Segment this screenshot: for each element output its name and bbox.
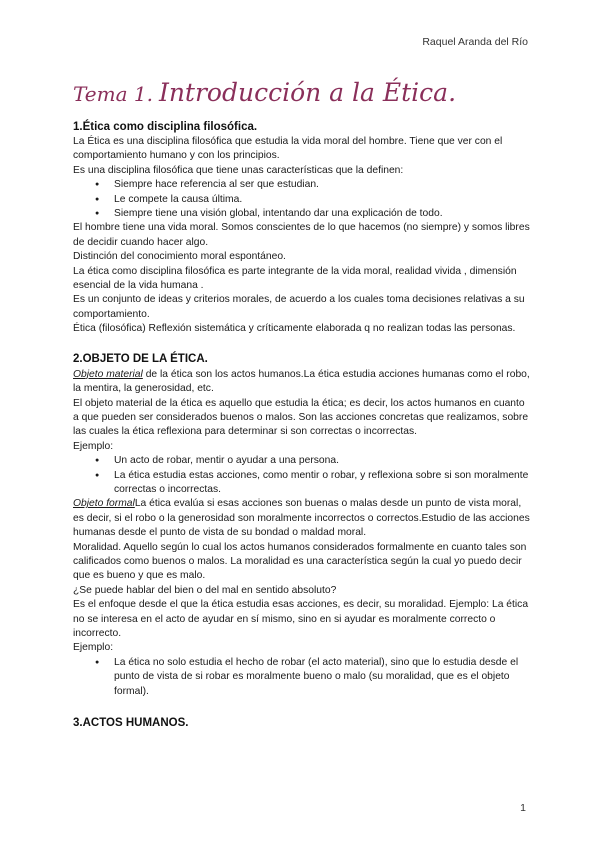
section1-p5: La ética como disciplina filosófica es parte integrante de la vida moral, realidad vivida , dimensión esencial de la vida humana . <box>73 265 517 292</box>
section1-p2: Es una disciplina filosófica que tiene unas características que la definen: <box>73 164 404 176</box>
section2-p2: El objeto material de la ética es aquello que estudia la ética; es decir, los actos humanos en cuanto a que pueden ser considerados buenos o malos. Son las acciones concretas que realizamos, sobre las cuales la ética reflexiona para determinar si son correctas o incorrectas. <box>73 397 529 438</box>
list-item: ● La ética no solo estudia el hecho de robar (el acto material), sino que lo estudia desde el punto de vista de si robar es moralmente bueno o malo (su moralidad, que es el objeto formal). <box>114 656 531 699</box>
material-object-label: Objeto material <box>73 368 143 380</box>
list-item: ● La ética estudia estas acciones, como mentir o robar, y reflexiona sobre si son moralmente correctas o incorrectas. <box>114 469 531 498</box>
list-item: ● Siempre hace referencia al ser que estudian. <box>114 178 531 192</box>
section2-p5: ¿Se puede hablar del bien o del mal en sentido absoluto? <box>73 584 337 596</box>
section1-p7: Ética (filosófica) Reflexión sistemática y críticamente elaborada q no realizan todas las personas. <box>73 323 516 335</box>
list-item: ● Siempre tiene una visión global, intentando dar una explicación de todo. <box>114 207 531 221</box>
formal-object-label: Objeto formal <box>73 498 135 510</box>
section1-p1: La Ética es una disciplina filosófica que estudia la vida moral del hombre. Tiene que ver con el comportamiento humano y con los principios. <box>73 136 503 162</box>
section1-bullet-list <box>73 178 531 221</box>
section1-heading: 1.Ética como disciplina filosófica. <box>73 121 258 133</box>
document-body <box>73 76 531 731</box>
section1-p6: Es un conjunto de ideas y criterios morales, de acuerdo a los cuales toma decisiones relativas a su comportamiento. <box>73 294 525 320</box>
title-part2: Introducción a la Ética. <box>158 78 457 107</box>
page-number: 1 <box>520 802 526 814</box>
section1-p3: El hombre tiene una vida moral. Somos conscientes de lo que hacemos (no siempre) y somos libres de decidir cuando hacer algo. <box>73 222 530 248</box>
list-item: ● Le compete la causa última. <box>114 193 531 207</box>
material-object-text: de la ética son los actos humanos.La ética estudia acciones humanas como el robo, la mentira, la generosidad, etc. <box>73 368 530 395</box>
section2-bullet-list-1 <box>73 454 531 497</box>
section2-formal <box>73 497 531 540</box>
section3-heading: 3.ACTOS HUMANOS. <box>73 717 189 730</box>
formal-object-text: La ética evalúa si esas acciones son buenas o malas desde un punto de vista moral, es decir, si el robo o la generosidad son moralmente incorrectos o correctos.Estudio de las acciones humanas desde el punto de vista de su bondad o maldad moral. <box>73 498 530 539</box>
section2-ejemplo2: Ejemplo: <box>73 642 114 654</box>
section2-p6: Es el enfoque desde el que la ética estudia esas acciones, es decir, su moralidad. Ejemplo: La ética no se interesa en el acto de ayudar en sí mismo, sino en si ayudar es moralmente correcto o incorrecto. <box>73 599 529 639</box>
section2-ejemplo1: Ejemplo: <box>73 440 114 452</box>
list-item: ● Un acto de robar, mentir o ayudar a una persona. <box>114 454 531 468</box>
header-author: Raquel Aranda del Río <box>422 36 528 48</box>
title-part1: Tema 1. <box>73 82 153 106</box>
section2-p4: Moralidad. Aquello según lo cual los actos humanos considerados formalmente en cuanto tales son calificados como buenos o malos. La moralidad es una característica según la cual yo puedo decir que es bueno y que es malo. <box>73 541 527 582</box>
page-title <box>73 76 531 110</box>
section2-material <box>73 368 531 397</box>
section1-p4: Distinción del conocimiento moral espontáneo. <box>73 251 286 263</box>
section2-heading: 2.OBJETO DE LA ÉTICA. <box>73 352 208 365</box>
section2-bullet-list-2 <box>73 656 531 699</box>
